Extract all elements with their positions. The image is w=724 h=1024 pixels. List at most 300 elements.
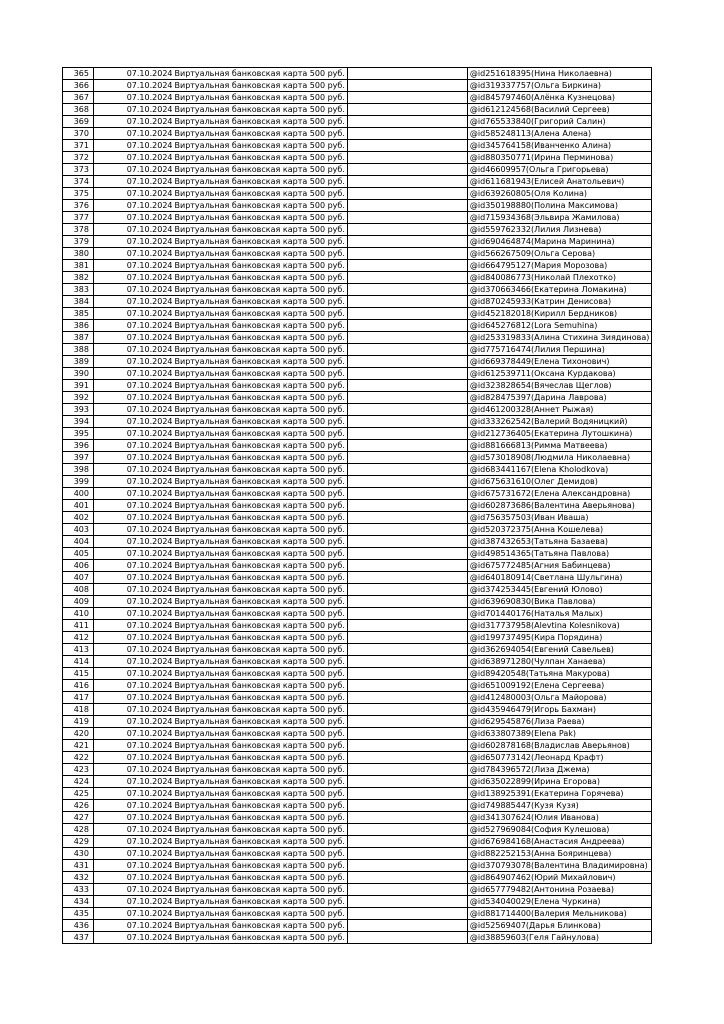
row-empty-cell [347, 164, 467, 176]
row-prize: Виртуальная банковская карта 500 руб. [174, 248, 348, 260]
row-number: 432 [63, 872, 94, 884]
table-row [63, 260, 652, 272]
row-empty-cell [347, 704, 467, 716]
row-prize: Виртуальная банковская карта 500 руб. [174, 920, 348, 932]
row-winner: @id387432653(Татьяна Базаева) [467, 536, 651, 548]
row-empty-cell [347, 308, 467, 320]
row-date: 07.10.2024 [94, 584, 174, 596]
row-winner: @id669378449(Елена Тихонович) [467, 356, 651, 368]
row-date: 07.10.2024 [94, 752, 174, 764]
row-empty-cell [347, 104, 467, 116]
row-number: 381 [63, 260, 94, 272]
row-empty-cell [347, 620, 467, 632]
row-empty-cell [347, 236, 467, 248]
row-date: 07.10.2024 [94, 464, 174, 476]
row-number: 375 [63, 188, 94, 200]
row-date: 07.10.2024 [94, 128, 174, 140]
row-number: 389 [63, 356, 94, 368]
row-number: 403 [63, 524, 94, 536]
row-empty-cell [347, 428, 467, 440]
row-date: 07.10.2024 [94, 200, 174, 212]
row-date: 07.10.2024 [94, 644, 174, 656]
row-number: 371 [63, 140, 94, 152]
table-row [63, 872, 652, 884]
row-prize: Виртуальная банковская карта 500 руб. [174, 404, 348, 416]
row-date: 07.10.2024 [94, 476, 174, 488]
row-number: 394 [63, 416, 94, 428]
row-empty-cell [347, 800, 467, 812]
row-date: 07.10.2024 [94, 212, 174, 224]
table-row [63, 272, 652, 284]
row-empty-cell [347, 212, 467, 224]
table-row [63, 800, 652, 812]
row-winner: @id461200328(Аннет Рыжая) [467, 404, 651, 416]
row-winner: @id345764158(Иванченко Алина) [467, 140, 651, 152]
row-number: 407 [63, 572, 94, 584]
row-date: 07.10.2024 [94, 320, 174, 332]
row-prize: Виртуальная банковская карта 500 руб. [174, 392, 348, 404]
row-winner: @id650773142(Леонард Крафт) [467, 752, 651, 764]
row-number: 374 [63, 176, 94, 188]
row-number: 370 [63, 128, 94, 140]
table-row [63, 740, 652, 752]
row-date: 07.10.2024 [94, 380, 174, 392]
row-date: 07.10.2024 [94, 344, 174, 356]
row-empty-cell [347, 656, 467, 668]
row-number: 365 [63, 68, 94, 80]
row-empty-cell [347, 848, 467, 860]
row-date: 07.10.2024 [94, 740, 174, 752]
row-prize: Виртуальная банковская карта 500 руб. [174, 728, 348, 740]
row-number: 366 [63, 80, 94, 92]
row-date: 07.10.2024 [94, 800, 174, 812]
row-number: 427 [63, 812, 94, 824]
row-prize: Виртуальная банковская карта 500 руб. [174, 656, 348, 668]
row-empty-cell [347, 356, 467, 368]
row-empty-cell [347, 644, 467, 656]
row-winner: @id374253445(Евгений Юлово) [467, 584, 651, 596]
row-number: 408 [63, 584, 94, 596]
row-number: 406 [63, 560, 94, 572]
row-number: 420 [63, 728, 94, 740]
table-row [63, 548, 652, 560]
row-number: 396 [63, 440, 94, 452]
row-number: 417 [63, 692, 94, 704]
row-number: 397 [63, 452, 94, 464]
row-prize: Виртуальная банковская карта 500 руб. [174, 668, 348, 680]
table-row [63, 464, 652, 476]
row-date: 07.10.2024 [94, 500, 174, 512]
row-winner: @id633807389(Elena Pak) [467, 728, 651, 740]
row-number: 416 [63, 680, 94, 692]
row-number: 405 [63, 548, 94, 560]
row-date: 07.10.2024 [94, 656, 174, 668]
table-row [63, 704, 652, 716]
row-date: 07.10.2024 [94, 236, 174, 248]
row-prize: Виртуальная банковская карта 500 руб. [174, 704, 348, 716]
row-date: 07.10.2024 [94, 716, 174, 728]
row-prize: Виртуальная банковская карта 500 руб. [174, 548, 348, 560]
row-number: 434 [63, 896, 94, 908]
row-empty-cell [347, 188, 467, 200]
row-empty-cell [347, 416, 467, 428]
row-prize: Виртуальная банковская карта 500 руб. [174, 884, 348, 896]
table-row [63, 392, 652, 404]
row-number: 422 [63, 752, 94, 764]
table-row [63, 140, 652, 152]
table-row [63, 656, 652, 668]
row-empty-cell [347, 812, 467, 824]
row-empty-cell [347, 524, 467, 536]
row-date: 07.10.2024 [94, 224, 174, 236]
row-winner: @id870245933(Катрин Денисова) [467, 296, 651, 308]
row-date: 07.10.2024 [94, 164, 174, 176]
row-date: 07.10.2024 [94, 284, 174, 296]
row-prize: Виртуальная банковская карта 500 руб. [174, 224, 348, 236]
row-prize: Виртуальная банковская карта 500 руб. [174, 872, 348, 884]
row-empty-cell [347, 572, 467, 584]
row-empty-cell [347, 248, 467, 260]
row-date: 07.10.2024 [94, 896, 174, 908]
row-winner: @id559762332(Лилия Лизнева) [467, 224, 651, 236]
row-winner: @id675772485(Агния Бабинцева) [467, 560, 651, 572]
row-empty-cell [347, 932, 467, 944]
row-number: 425 [63, 788, 94, 800]
row-empty-cell [347, 752, 467, 764]
row-empty-cell [347, 788, 467, 800]
table-row [63, 320, 652, 332]
row-empty-cell [347, 128, 467, 140]
row-winner: @id638971280(Чулпан Ханаева) [467, 656, 651, 668]
row-date: 07.10.2024 [94, 428, 174, 440]
row-number: 402 [63, 512, 94, 524]
row-prize: Виртуальная банковская карта 500 руб. [174, 476, 348, 488]
table-row [63, 80, 652, 92]
row-date: 07.10.2024 [94, 440, 174, 452]
row-prize: Виртуальная банковская карта 500 руб. [174, 800, 348, 812]
row-date: 07.10.2024 [94, 836, 174, 848]
table-row [63, 380, 652, 392]
row-winner: @id882252153(Анна Бояринцева) [467, 848, 651, 860]
row-prize: Виртуальная банковская карта 500 руб. [174, 932, 348, 944]
row-date: 07.10.2024 [94, 548, 174, 560]
row-empty-cell [347, 224, 467, 236]
row-date: 07.10.2024 [94, 356, 174, 368]
row-empty-cell [347, 668, 467, 680]
row-date: 07.10.2024 [94, 932, 174, 944]
row-empty-cell [347, 68, 467, 80]
row-empty-cell [347, 272, 467, 284]
table-row [63, 488, 652, 500]
row-number: 436 [63, 920, 94, 932]
table-row [63, 200, 652, 212]
row-date: 07.10.2024 [94, 572, 174, 584]
table-row [63, 560, 652, 572]
row-winner: @id651009192(Елена Сергеева) [467, 680, 651, 692]
row-number: 388 [63, 344, 94, 356]
table-row [63, 308, 652, 320]
row-empty-cell [347, 764, 467, 776]
table-row [63, 440, 652, 452]
row-date: 07.10.2024 [94, 152, 174, 164]
row-winner: @id333262542(Валерий Водяницкий) [467, 416, 651, 428]
row-prize: Виртуальная банковская карта 500 руб. [174, 260, 348, 272]
table-row [63, 476, 652, 488]
row-date: 07.10.2024 [94, 848, 174, 860]
row-number: 429 [63, 836, 94, 848]
row-winner: @id602873686(Валентина Аверьянова) [467, 500, 651, 512]
row-winner: @id585248113(Алена Алена) [467, 128, 651, 140]
row-date: 07.10.2024 [94, 260, 174, 272]
row-winner: @id657779482(Антонина Розаева) [467, 884, 651, 896]
row-date: 07.10.2024 [94, 116, 174, 128]
row-empty-cell [347, 452, 467, 464]
row-winner: @id350198880(Полина Максимова) [467, 200, 651, 212]
table-row [63, 824, 652, 836]
table-row [63, 608, 652, 620]
table-row [63, 752, 652, 764]
winners-table [62, 67, 652, 944]
row-number: 428 [63, 824, 94, 836]
table-row [63, 356, 652, 368]
row-empty-cell [347, 152, 467, 164]
table-row [63, 152, 652, 164]
table-row [63, 452, 652, 464]
row-number: 430 [63, 848, 94, 860]
row-winner: @id566267509(Ольга Серова) [467, 248, 651, 260]
row-prize: Виртуальная банковская карта 500 руб. [174, 320, 348, 332]
row-number: 369 [63, 116, 94, 128]
row-empty-cell [347, 332, 467, 344]
row-winner: @id840086773(Николай Плехотко) [467, 272, 651, 284]
row-winner: @id635022899(Ирина Егорова) [467, 776, 651, 788]
row-date: 07.10.2024 [94, 452, 174, 464]
row-number: 386 [63, 320, 94, 332]
row-date: 07.10.2024 [94, 140, 174, 152]
row-empty-cell [347, 344, 467, 356]
table-row [63, 116, 652, 128]
row-date: 07.10.2024 [94, 764, 174, 776]
row-prize: Виртуальная банковская карта 500 руб. [174, 164, 348, 176]
table-row [63, 428, 652, 440]
row-winner: @id46609957(Ольга Григорьева) [467, 164, 651, 176]
row-empty-cell [347, 488, 467, 500]
row-winner: @id784396572(Лиза Джема) [467, 764, 651, 776]
row-empty-cell [347, 728, 467, 740]
row-date: 07.10.2024 [94, 416, 174, 428]
row-date: 07.10.2024 [94, 920, 174, 932]
row-winner: @id864907462(Юрий Михайлович) [467, 872, 651, 884]
row-empty-cell [347, 368, 467, 380]
row-number: 412 [63, 632, 94, 644]
row-prize: Виртуальная банковская карта 500 руб. [174, 788, 348, 800]
row-number: 368 [63, 104, 94, 116]
table-row [63, 224, 652, 236]
row-winner: @id412480003(Ольга Майорова) [467, 692, 651, 704]
table-row [63, 128, 652, 140]
row-number: 413 [63, 644, 94, 656]
row-prize: Виртуальная банковская карта 500 руб. [174, 152, 348, 164]
row-prize: Виртуальная банковская карта 500 руб. [174, 188, 348, 200]
row-date: 07.10.2024 [94, 728, 174, 740]
row-date: 07.10.2024 [94, 368, 174, 380]
table-row [63, 692, 652, 704]
table-row [63, 632, 652, 644]
row-prize: Виртуальная банковская карта 500 руб. [174, 440, 348, 452]
row-prize: Виртуальная банковская карта 500 руб. [174, 176, 348, 188]
row-winner: @id435946479(Игорь Бахман) [467, 704, 651, 716]
row-number: 393 [63, 404, 94, 416]
table-row [63, 848, 652, 860]
row-number: 367 [63, 92, 94, 104]
row-date: 07.10.2024 [94, 824, 174, 836]
row-number: 410 [63, 608, 94, 620]
row-empty-cell [347, 380, 467, 392]
row-date: 07.10.2024 [94, 104, 174, 116]
row-date: 07.10.2024 [94, 524, 174, 536]
row-date: 07.10.2024 [94, 860, 174, 872]
table-row [63, 644, 652, 656]
row-prize: Виртуальная банковская карта 500 руб. [174, 92, 348, 104]
row-winner: @id498514365(Татьяна Павлова) [467, 548, 651, 560]
table-row [63, 836, 652, 848]
table-row [63, 212, 652, 224]
row-prize: Виртуальная банковская карта 500 руб. [174, 644, 348, 656]
row-winner: @id683441167(Elena Kholodkova) [467, 464, 651, 476]
row-date: 07.10.2024 [94, 884, 174, 896]
row-winner: @id639260805(Оля Колина) [467, 188, 651, 200]
table-row [63, 536, 652, 548]
row-empty-cell [347, 860, 467, 872]
row-winner: @id645276812(Lora Semuhina) [467, 320, 651, 332]
row-prize: Виртуальная банковская карта 500 руб. [174, 836, 348, 848]
row-empty-cell [347, 80, 467, 92]
row-empty-cell [347, 512, 467, 524]
row-prize: Виртуальная банковская карта 500 руб. [174, 632, 348, 644]
row-prize: Виртуальная банковская карта 500 руб. [174, 500, 348, 512]
row-date: 07.10.2024 [94, 176, 174, 188]
row-number: 400 [63, 488, 94, 500]
row-winner: @id251618395(Нина Николаевна) [467, 68, 651, 80]
row-prize: Виртуальная банковская карта 500 руб. [174, 464, 348, 476]
row-prize: Виртуальная банковская карта 500 руб. [174, 116, 348, 128]
row-date: 07.10.2024 [94, 92, 174, 104]
table-row [63, 68, 652, 80]
row-prize: Виртуальная банковская карта 500 руб. [174, 848, 348, 860]
row-prize: Виртуальная банковская карта 500 руб. [174, 416, 348, 428]
row-prize: Виртуальная банковская карта 500 руб. [174, 356, 348, 368]
row-prize: Виртуальная банковская карта 500 руб. [174, 296, 348, 308]
row-number: 383 [63, 284, 94, 296]
row-prize: Виртуальная банковская карта 500 руб. [174, 380, 348, 392]
row-winner: @id675631610(Олег Демидов) [467, 476, 651, 488]
row-empty-cell [347, 776, 467, 788]
row-number: 426 [63, 800, 94, 812]
row-winner: @id199737495(Кира Порядина) [467, 632, 651, 644]
table-body [63, 68, 652, 944]
row-prize: Виртуальная банковская карта 500 руб. [174, 812, 348, 824]
row-empty-cell [347, 920, 467, 932]
row-winner: @id756357503(Иван Иваша) [467, 512, 651, 524]
row-winner: @id675731672(Елена Александровна) [467, 488, 651, 500]
table-row [63, 92, 652, 104]
table-row [63, 236, 652, 248]
table-row [63, 296, 652, 308]
row-winner: @id138925391(Екатерина Горячева) [467, 788, 651, 800]
row-empty-cell [347, 896, 467, 908]
row-winner: @id520372375(Анна Кошелева) [467, 524, 651, 536]
row-prize: Виртуальная банковская карта 500 руб. [174, 764, 348, 776]
row-winner: @id612124568(Василий Сергеев) [467, 104, 651, 116]
row-number: 415 [63, 668, 94, 680]
row-prize: Виртуальная банковская карта 500 руб. [174, 716, 348, 728]
row-date: 07.10.2024 [94, 812, 174, 824]
table-row [63, 920, 652, 932]
table-row [63, 860, 652, 872]
table-row [63, 596, 652, 608]
table-row [63, 248, 652, 260]
row-winner: @id253319833(Алина Стихина Зиядинова) [467, 332, 651, 344]
row-winner: @id534040029(Елена Чуркина) [467, 896, 651, 908]
row-number: 431 [63, 860, 94, 872]
row-winner: @id676984168(Анастасия Андреева) [467, 836, 651, 848]
row-number: 387 [63, 332, 94, 344]
row-empty-cell [347, 584, 467, 596]
table-row [63, 188, 652, 200]
row-prize: Виртуальная банковская карта 500 руб. [174, 452, 348, 464]
row-winner: @id640180914(Светлана Шульгина) [467, 572, 651, 584]
row-winner: @id362694054(Евгений Савельев) [467, 644, 651, 656]
row-winner: @id611681943(Елисей Анатольевич) [467, 176, 651, 188]
row-empty-cell [347, 500, 467, 512]
row-prize: Виртуальная банковская карта 500 руб. [174, 524, 348, 536]
row-number: 391 [63, 380, 94, 392]
row-date: 07.10.2024 [94, 560, 174, 572]
row-winner: @id212736405(Екатерина Лутошкина) [467, 428, 651, 440]
row-number: 384 [63, 296, 94, 308]
row-winner: @id701440176(Наталья Малых) [467, 608, 651, 620]
row-prize: Виртуальная банковская карта 500 руб. [174, 584, 348, 596]
row-date: 07.10.2024 [94, 188, 174, 200]
table-row [63, 812, 652, 824]
row-empty-cell [347, 680, 467, 692]
row-empty-cell [347, 140, 467, 152]
row-empty-cell [347, 836, 467, 848]
row-winner: @id664795127(Мария Морозова) [467, 260, 651, 272]
row-winner: @id715934368(Эльвира Жамилова) [467, 212, 651, 224]
row-winner: @id881666813(Римма Матвеева) [467, 440, 651, 452]
row-winner: @id452182018(Кирилл Бердников) [467, 308, 651, 320]
table-row [63, 524, 652, 536]
row-number: 419 [63, 716, 94, 728]
row-winner: @id749885447(Кузя Кузя) [467, 800, 651, 812]
row-number: 411 [63, 620, 94, 632]
row-number: 414 [63, 656, 94, 668]
row-number: 433 [63, 884, 94, 896]
row-prize: Виртуальная банковская карта 500 руб. [174, 212, 348, 224]
row-empty-cell [347, 536, 467, 548]
row-number: 380 [63, 248, 94, 260]
row-winner: @id602878168(Владислав Аверьянов) [467, 740, 651, 752]
row-empty-cell [347, 320, 467, 332]
row-empty-cell [347, 596, 467, 608]
row-prize: Виртуальная банковская карта 500 руб. [174, 620, 348, 632]
table-row [63, 344, 652, 356]
row-empty-cell [347, 92, 467, 104]
table-row [63, 572, 652, 584]
table-row [63, 104, 652, 116]
row-empty-cell [347, 440, 467, 452]
